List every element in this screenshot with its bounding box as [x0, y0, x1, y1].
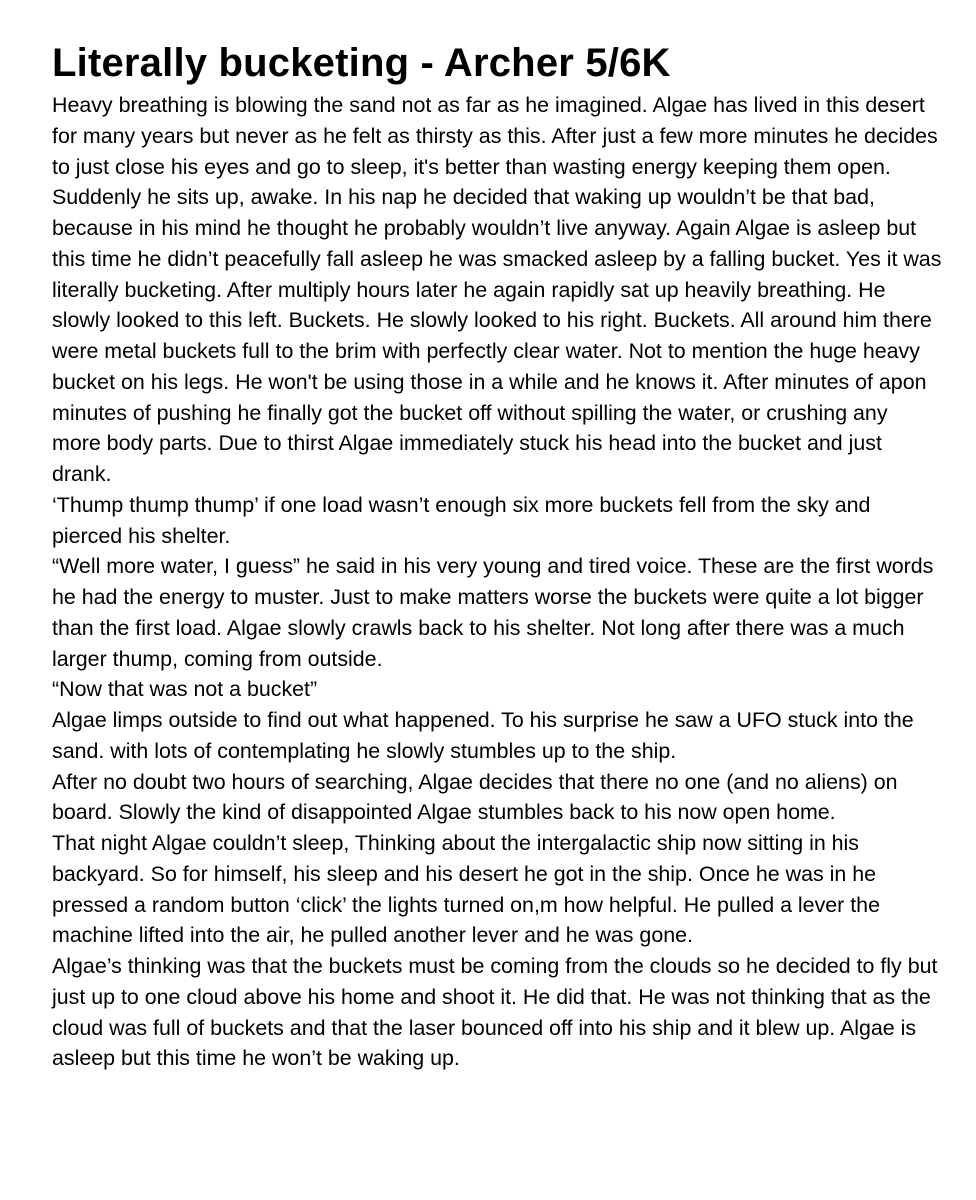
document-page: [52, 36, 942, 1074]
story-paragraph: ‘Thump thump thump’ if one load wasn’t enough six more buckets fell from the sky and pierced his shelter.: [52, 492, 871, 548]
story-paragraph: “Well more water, I guess” he said in his very young and tired voice. These are the first words he had the energy to muster. Just to make matters worse the buckets were quite a lot bigger than the first load. Algae slowly crawls back to his shelter. Not long after there was a much larger thump, coming from outside.: [52, 554, 934, 671]
story-paragraph: That night Algae couldn’t sleep, Thinking about the intergalactic ship now sitting in his backyard. So for himself, his sleep and his desert he got in the ship. Once he was in he pressed a random button ‘click’ the lights turned on,m how helpful. He pulled a lever the machine lifted into the air, he pulled another lever and he was gone.: [52, 831, 880, 948]
story-paragraph: Heavy breathing is blowing the sand not as far as he imagined. Algae has lived in this desert for many years but never as he felt as thirsty as this. After just a few more minutes he decides to just close his eyes and go to sleep, it's better than wasting energy keeping them open. Suddenly he sits up, awake. In his nap he decided that waking up wouldn’t be that bad, because in his mind he thought he probably wouldn’t live anyway. Again Algae is asleep but this time he didn’t peacefully fall asleep he was smacked asleep by a falling bucket. Yes it was literally bucketing. After multiply hours later he again rapidly sat up heavily breathing. He slowly looked to this left. Buckets. He slowly looked to his right. Buckets. All around him there were metal buckets full to the brim with perfectly clear water. Not to mention the huge heavy bucket on his legs. He won't be using those in a while and he knows it. After minutes of apon minutes of pushing he finally got the bucket off without spilling the water, or crushing any more body parts. Due to thirst Algae immediately stuck his head into the bucket and just drank.: [52, 93, 942, 486]
story-paragraph: “Now that was not a bucket”: [52, 677, 318, 702]
story-paragraph: After no doubt two hours of searching, Algae decides that there no one (and no aliens) on board. Slowly the kind of disappointed Algae stumbles back to his now open home.: [52, 769, 898, 825]
document-title: Literally bucketing - Archer 5/6K: [52, 41, 671, 85]
story-paragraph: Algae’s thinking was that the buckets must be coming from the clouds so he decided to fly but just up to one cloud above his home and shoot it. He did that. He was not thinking that as the cloud was full of buckets and that the laser bounced off into his ship and it blew up. Algae is asleep but this time he won’t be waking up.: [52, 954, 938, 1071]
story-paragraph: Algae limps outside to find out what happened. To his surprise he saw a UFO stuck into the sand. with lots of contemplating he slowly stumbles up to the ship.: [52, 708, 914, 763]
story-body: [52, 90, 942, 1074]
